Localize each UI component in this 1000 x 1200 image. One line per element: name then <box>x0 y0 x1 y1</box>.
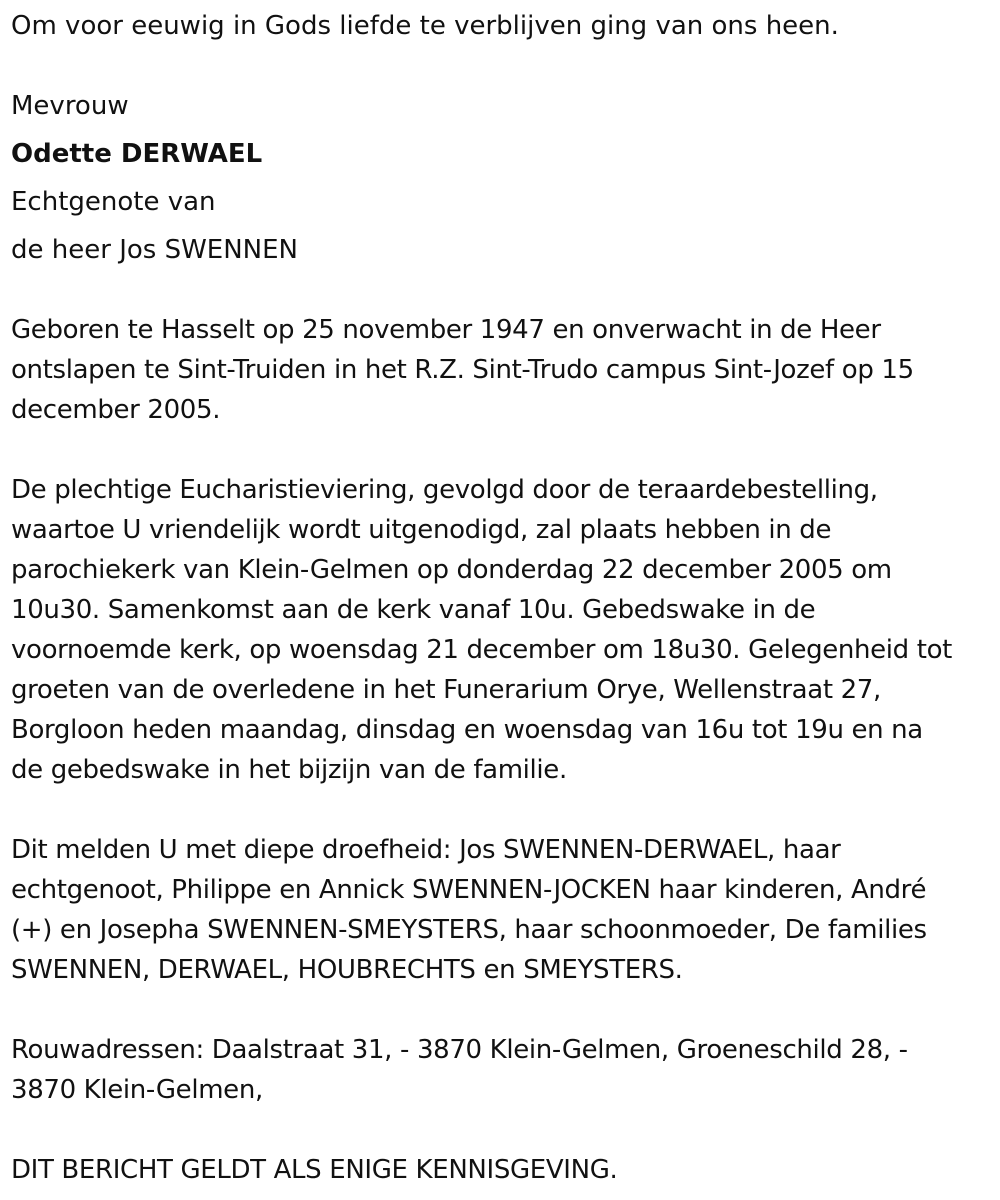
ceremony-line: De plechtige Eucharistieviering, gevolgd door de teraardebestelling, <box>11 475 878 505</box>
closing-notice: DIT BERICHT GELDT ALS ENIGE KENNISGEVING. <box>11 1155 618 1185</box>
announcers-line: echtgenoot, Philippe en Annick SWENNEN-JOCKEN haar kinderen, André <box>11 875 927 905</box>
ceremony-line: 10u30. Samenkomst aan de kerk vanaf 10u. Gebedswake in de <box>11 595 816 625</box>
announcers-line: (+) en Josepha SWENNEN-SMEYSTERS, haar schoonmoeder, De families <box>11 915 927 945</box>
ceremony-line: waartoe U vriendelijk wordt uitgenodigd, zal plaats hebben in de <box>11 515 832 545</box>
addresses-line: 3870 Klein-Gelmen, <box>11 1075 263 1105</box>
ceremony-line: de gebedswake in het bijzijn van de familie. <box>11 755 567 785</box>
addresses-line: Rouwadressen: Daalstraat 31, - 3870 Klein-Gelmen, Groeneschild 28, - <box>11 1035 908 1065</box>
salutation: Mevrouw <box>11 91 129 121</box>
relation-label: Echtgenote van <box>11 187 216 217</box>
birth-death-line: ontslapen te Sint-Truiden in het R.Z. Sint-Trudo campus Sint-Jozef op 15 <box>11 355 914 385</box>
ceremony-line: Borgloon heden maandag, dinsdag en woensdag van 16u tot 19u en na <box>11 715 923 745</box>
announcers-line: SWENNEN, DERWAEL, HOUBRECHTS en SMEYSTERS. <box>11 955 683 985</box>
birth-death-line: Geboren te Hasselt op 25 november 1947 en onverwacht in de Heer <box>11 315 881 345</box>
intro-text: Om voor eeuwig in Gods liefde te verblijven ging van ons heen. <box>11 11 839 41</box>
ceremony-line: voornoemde kerk, op woensdag 21 december om 18u30. Gelegenheid tot <box>11 635 952 665</box>
birth-death-line: december 2005. <box>11 395 221 425</box>
ceremony-line: parochiekerk van Klein-Gelmen op donderdag 22 december 2005 om <box>11 555 892 585</box>
announcers-line: Dit melden U met diepe droefheid: Jos SWENNEN-DERWAEL, haar <box>11 835 841 865</box>
spouse-name: de heer Jos SWENNEN <box>11 235 298 265</box>
ceremony-line: groeten van de overledene in het Funerarium Orye, Wellenstraat 27, <box>11 675 881 705</box>
deceased-name: Odette DERWAEL <box>11 139 263 169</box>
